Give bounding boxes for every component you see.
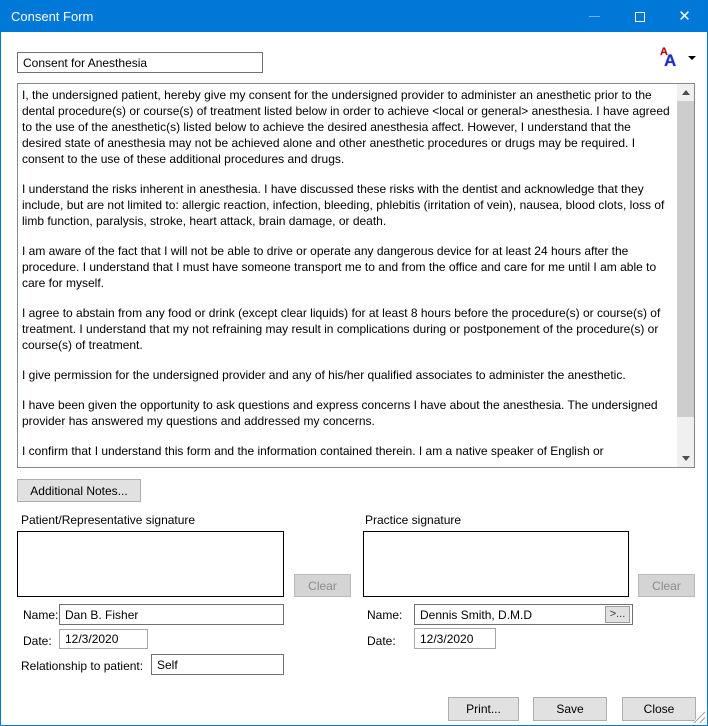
close-button[interactable] <box>662 1 707 32</box>
maximize-icon <box>635 12 645 22</box>
font-dropdown-caret-icon <box>688 56 696 60</box>
window-title: Consent Form <box>11 9 94 24</box>
font-red-a-icon: A <box>660 46 668 58</box>
save-button[interactable]: Save <box>533 697 607 721</box>
maximize-button[interactable] <box>617 1 662 32</box>
font-style-button[interactable] <box>654 46 696 74</box>
minimize-button[interactable] <box>572 1 617 32</box>
practice-clear-button[interactable]: Clear <box>638 574 695 597</box>
consent-paragraph: I, the undersigned patient, hereby give my consent for the undersigned provider to administer an anesthetic prior to the dental procedure(s) or course(s) of treatment listed below in order to achieve <local or general> anesthesia. I have agreed to the use of the anesthetic(s) listed below to achieve the desired anesthesia affect. However, I understand that the desired state of anesthesia may not be achieved alone and other anesthetic procedures or drugs may be required. I consent to the use of these additional procedures and drugs. <box>22 88 670 166</box>
patient-name-label: Name: <box>23 608 59 622</box>
provider-picker-button[interactable]: >... <box>605 606 630 623</box>
consent-paragraph: I understand the risks inherent in anesthesia. I have discussed these risks with the dentist and acknowledge that they include, but are not limited to: allergic reaction, infection, bleeding, phlebitis (irritation of vein), nausea, blood clots, loss of limb function, paralysis, stroke, heart attack, brain damage, or death. <box>22 182 665 228</box>
consent-paragraph: I agree to abstain from any food or drink (except clear liquids) for at least 8 hours before the procedure(s) or course(s) of treatment. I understand that my not refraining may result in complications during or postponement of the procedure(s) or course(s) of treatment. <box>22 306 661 352</box>
scroll-down-button[interactable] <box>677 450 694 467</box>
scrollbar-thumb[interactable] <box>677 101 694 417</box>
print-button[interactable]: Print... <box>448 697 519 721</box>
patient-signature-box[interactable] <box>17 531 284 597</box>
practice-name-input[interactable] <box>414 604 633 625</box>
patient-clear-button[interactable]: Clear <box>294 574 351 597</box>
form-title-input[interactable] <box>17 52 263 73</box>
titlebar[interactable] <box>1 1 707 32</box>
close-dialog-button[interactable]: Close <box>622 697 696 721</box>
additional-notes-button[interactable]: Additional Notes... <box>17 479 141 502</box>
consent-text-content <box>18 84 676 467</box>
practice-name-label: Name: <box>367 608 403 622</box>
consent-paragraph: I am aware of the fact that I will not be able to drive or operate any dangerous device for at least 24 hours after the procedure. I understand that I must have someone transport me to and from the office and care for me until I am able to care for myself. <box>22 244 657 290</box>
relationship-input[interactable] <box>151 654 284 675</box>
scroll-up-icon <box>682 90 690 95</box>
practice-signature-box[interactable] <box>363 531 629 597</box>
patient-date-label: Date: <box>23 634 52 648</box>
vertical-scrollbar[interactable] <box>677 84 694 467</box>
scroll-down-icon <box>682 456 690 461</box>
patient-name-input[interactable] <box>59 604 284 625</box>
consent-paragraph: I confirm that I understand this form and the information contained therein. I am a native speaker of English or <box>22 444 604 458</box>
consent-paragraph: I give permission for the undersigned provider and any of his/her qualified associates to administer the anesthetic. <box>22 368 626 382</box>
practice-date-label: Date: <box>367 634 396 648</box>
scroll-up-button[interactable] <box>677 84 694 101</box>
patient-date-input[interactable] <box>59 629 148 649</box>
relationship-label: Relationship to patient: <box>21 659 144 673</box>
practice-date-input[interactable] <box>414 628 496 649</box>
font-blue-a-icon: A <box>664 51 677 70</box>
consent-text-area[interactable] <box>17 83 695 468</box>
minimize-icon <box>589 16 600 17</box>
close-icon: ✕ <box>678 8 691 25</box>
patient-signature-label: Patient/Representative signature <box>21 513 196 527</box>
practice-signature-label: Practice signature <box>365 513 462 527</box>
consent-paragraph: I have been given the opportunity to ask questions and express concerns I have about the anesthesia. The undersigned provider has answered my questions and addressed my concerns. <box>22 398 658 428</box>
